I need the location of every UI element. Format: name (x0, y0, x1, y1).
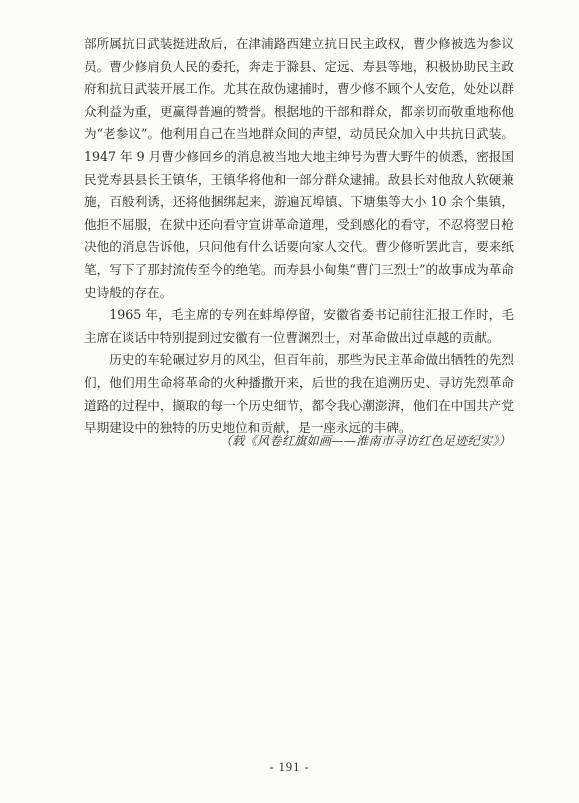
paragraph-2: 1965 年，毛主席的专列在蚌埠停留，安徽省委书记前往汇报工作时，毛主席在谈话中特别提到过安徽有一位曹渊烈士，对革命做出过卓越的贡献。 (84, 307, 514, 345)
source-citation: （载《风卷红旗如画——淮南市寻访红色足迹纪实》） (219, 434, 511, 448)
body-text (84, 33, 514, 440)
paragraph-1: 部所属抗日武装挺进敌后，在津浦路西建立抗日民主政权，曹少修被选为参议员。曹少修肩负人民的委托，奔走于滁县、定远、寿县等地，积极协助民主政府和抗日武装开展工作。尤其在敌伪逮捕时，曹少修不顾个人安危，处处以群众利益为重，更赢得普遍的赞誉。根据地的干部和群众，都亲切而敬重地称他为“老参议”。他利用自己在当地群众间的声望，动员民众加入中共抗日武装。1947 年 9 月曹少修回乡的消息被当地大地主绅号为曹大野牛的侦悉，密报国民党寿县县长王镇华，王镇华将他和一部分群众逮捕。敌县长对他敌人软硬兼施，百般利诱，还将他捆绑起来，游遍瓦埠镇、下塘集等大小 10 余个集镇，他拒不屈服，在狱中还向看守宣讲革命道理，受到感化的看守，不忍将翌日枪决他的消息告诉他，只问他有什么话要向家人交代。曹少修听罢此言，要来纸笔，写下了那封流传至今的绝笔。而寿县小甸集“曹门三烈士”的故事成为革命史诗般的存在。 (84, 36, 514, 300)
paragraph-3: 历史的车轮碾过岁月的风尘，但百年前，那些为民主革命做出牺牲的先烈们，他们用生命将革命的火种播撒开来，后世的我在追溯历史、寻访先烈革命道路的过程中，撷取的每一个历史细节，都令我心潮澎湃，他们在中国共产党早期建设中的独特的历史地位和贡献，是一座永远的丰碑。 (84, 352, 514, 436)
page-number: - 191 - (269, 760, 310, 774)
